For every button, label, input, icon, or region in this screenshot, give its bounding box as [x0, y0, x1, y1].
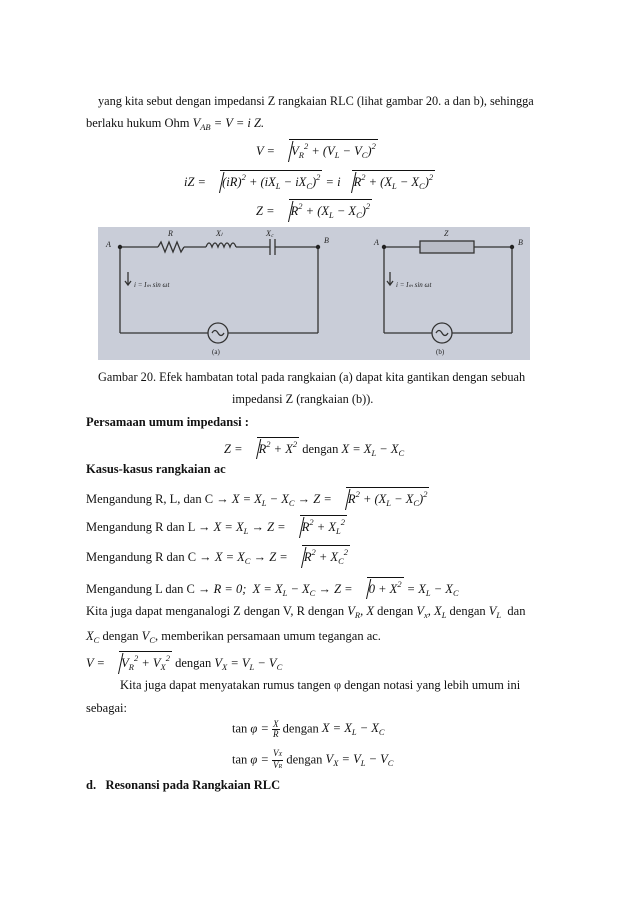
case-rlc-label: Mengandung R, L, dan C →: [86, 492, 229, 506]
node-b-dot: [316, 245, 320, 249]
case-rl-label: Mengandung R dan L →: [86, 520, 211, 534]
node-a-dot-b: [382, 245, 386, 249]
analogy-2a: dengan: [102, 629, 139, 643]
current-label-a: i = Iₘ sin ωt: [134, 281, 170, 289]
intro-line-2-prefix: berlaku hukum Ohm: [86, 116, 190, 130]
analogy-line-2: $X_C$ dengan $V_C$, memberikan persamaan umum tegangan ac.: [86, 629, 381, 645]
tangent-line-1: Kita juga dapat menyatakan rumus tangen φ dengan notasi yang lebih umum ini: [120, 678, 521, 692]
general-eq-heading: Persamaan umum impedansi :: [86, 415, 249, 429]
case-rlc: Mengandung R, L, dan $C \to X = X_L - X_C \to Z = R^2 + (X_L - X_C)^2$: [86, 489, 428, 508]
intro-line-2: [86, 116, 264, 132]
analogy-2b: , memberikan persamaan umum tegangan ac.: [154, 629, 381, 643]
case-lc-label: Mengandung L dan C →: [86, 582, 211, 596]
node-b-label-b: B: [518, 238, 523, 247]
analogy-1b: dengan: [377, 604, 414, 618]
circuit-a: [120, 239, 318, 343]
general-eq-dengan: dengan: [302, 442, 339, 456]
caption-line-2: impedansi Z (rangkaian (b)).: [232, 392, 374, 406]
intro-line-1: yang kita sebut dengan impedansi Z rangkaian RLC (lihat gambar 20. a dan b), sehingga: [98, 94, 534, 108]
analogy-1c: dengan: [449, 604, 486, 618]
voltage-eq: $V = V_R^2 + V_X^2$ dengan $V_X = V_L - V_C$: [86, 653, 283, 672]
node-a-label-b: A: [374, 238, 379, 247]
analogy-1a: Kita juga dapat menganalogi Z dengan V, R dengan: [86, 604, 345, 618]
general-eq: $Z = R^2 + X^2$ dengan $X = X_L - X_C$: [224, 439, 405, 458]
tan-eq-2-tan: tan: [232, 752, 248, 767]
circuit-b: [384, 241, 512, 343]
case-rc-label: Mengandung R dan C →: [86, 550, 212, 564]
voltage-eq-dengan: dengan: [175, 656, 212, 670]
tan-eq-2: tan φ = $\frac{VX}{VR}$ dengan $V_X = V_L - V_C$: [232, 748, 394, 770]
figure-a-label: (a): [212, 348, 220, 356]
z-label: Z: [444, 229, 449, 238]
tangent-line-2: sebagai:: [86, 701, 127, 715]
case-lc: Mengandung L dan C → R = 0; $X = X_L - X_C \to Z = 0 + X^2 = X_L - X_C$: [86, 579, 459, 598]
node-a-dot: [118, 245, 122, 249]
tan-eq-2-dengan: dengan: [286, 752, 323, 767]
ohm-law-eq: $V_{AB} = V = i$ Z.: [192, 116, 265, 132]
circuit-figure: [98, 227, 530, 360]
current-label-b: i = Iₘ sin ωt: [396, 281, 432, 289]
eq-iz: iZ = $(iR)^2 + (iX_L - iX_C)^2 = i$ $R^2 + (X_L - X_C)^2$: [184, 172, 434, 191]
node-b-label: B: [324, 236, 329, 245]
case-rc: Mengandung R dan $C \to X = X_C \to Z = R^2 + X_C^2$: [86, 547, 348, 566]
tan-eq-1: tan φ = $\frac{X}{R}$ dengan $X = X_L - X_C$: [232, 719, 385, 739]
eq-v: $V = V_R^2 + (V_L - V_C)^2$: [256, 141, 376, 160]
circuit-diagram: [98, 227, 530, 360]
section-d-title: d. Resonansi pada Rangkaian RLC: [86, 778, 281, 792]
xl-label: Xₗ: [216, 229, 223, 238]
node-b-dot-b: [510, 245, 514, 249]
figure-b-label: (b): [436, 348, 445, 356]
tan-eq-1-dengan: dengan: [282, 721, 319, 736]
node-a-label: A: [106, 240, 111, 249]
r-label: R: [168, 229, 173, 238]
caption-line-1: Gambar 20. Efek hambatan total pada rangkaian (a) dapat kita gantikan dengan sebuah: [98, 370, 526, 384]
xc-label: X꜀: [266, 229, 274, 238]
eq-z: $Z = R^2 + (X_L - X_C)^2$: [256, 201, 371, 220]
tan-eq-1-tan: tan: [232, 721, 248, 736]
analogy-line-1: Kita juga dapat menganalogi Z dengan V, R dengan $V_R$, X dengan $V_x$, $X_L$ dengan $V_L$ dan: [86, 604, 526, 620]
analogy-1d: dan: [507, 604, 526, 618]
case-rl: Mengandung R dan $L \to X = X_L \to Z = R^2 + X_L^2$: [86, 517, 345, 536]
cases-heading: Kasus-kasus rangkaian ac: [86, 462, 226, 476]
